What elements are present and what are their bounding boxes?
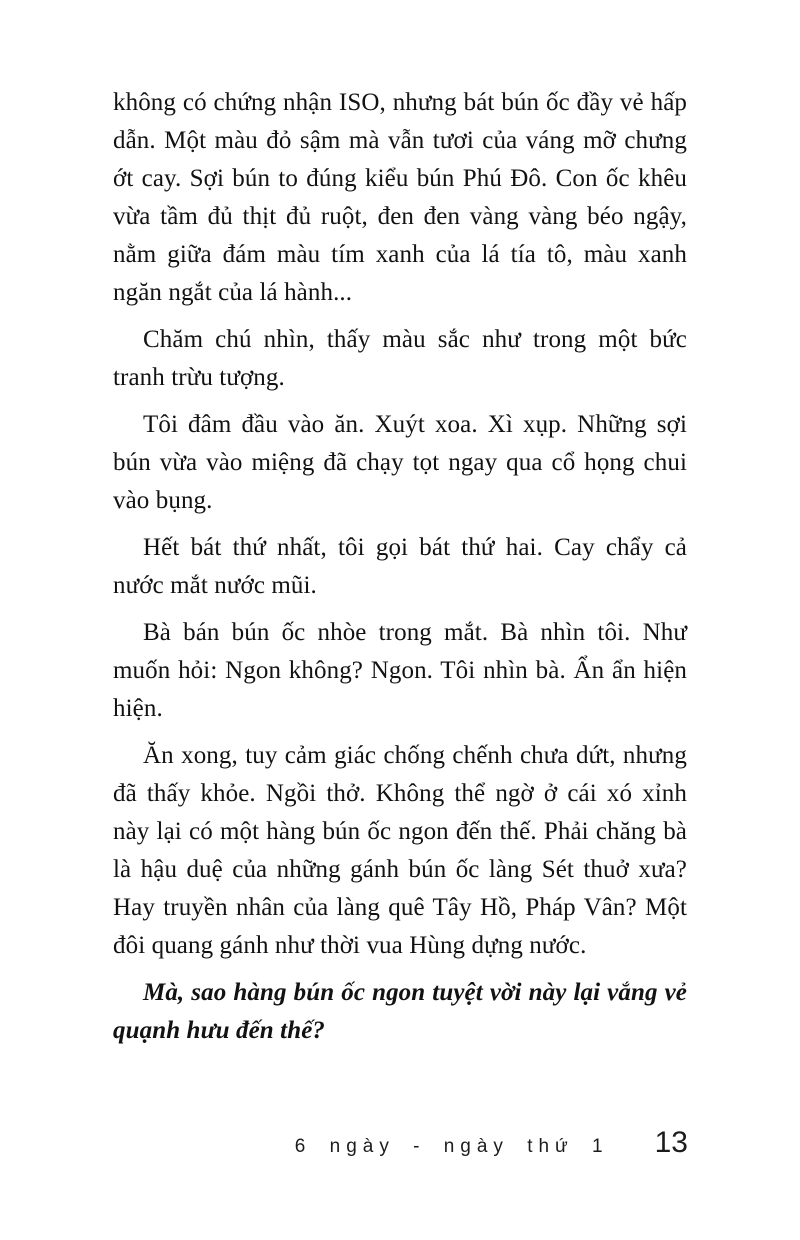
paragraph: Bà bán bún ốc nhòe trong mắt. Bà nhìn tôi. Như muốn hỏi: Ngon không? Ngon. Tôi nhìn bà. Ẩn ẩn hiện hiện. [113, 619, 687, 722]
page-number: 13 [654, 1126, 688, 1159]
paragraph: không có chứng nhận ISO, nhưng bát bún ốc đầy vẻ hấp dẫn. Một màu đỏ sậm mà vẫn tươi của váng mỡ chưng ớt cay. Sợi bún to đúng kiểu bún Phú Đô. Con ốc khêu vừa tầm đủ thịt đủ ruột, đen đen vàng vàng béo ngậy, nằm giữa đám màu tím xanh của lá tía tô, màu xanh ngăn ngắt của lá hành... [113, 89, 687, 306]
paragraph: Ăn xong, tuy cảm giác chống chếnh chưa dứt, nhưng đã thấy khỏe. Ngồi thở. Không thể ngờ ở cái xó xỉnh này lại có một hàng bún ốc ngon đến thế. Phải chăng bà là hậu duệ của những gánh bún ốc làng Sét thuở xưa? Hay truyền nhân của làng quê Tây Hồ, Pháp Vân? Một đôi quang gánh như thời vua Hùng dựng nước. [113, 742, 687, 959]
paragraph: Tôi đâm đầu vào ăn. Xuýt xoa. Xì xụp. Những sợi bún vừa vào miệng đã chạy tọt ngay qua cổ họng chui vào bụng. [113, 411, 687, 514]
body-text [113, 84, 687, 1059]
page-footer [113, 1128, 688, 1158]
running-header-chapter-label: 6 ngày - ngày thứ 1 [294, 1136, 609, 1157]
paragraph: Chăm chú nhìn, thấy màu sắc như trong một bức tranh trừu tượng. [113, 326, 687, 391]
paragraph-emphasis: Mà, sao hàng bún ốc ngon tuyệt vời này lại vắng vẻ quạnh hưu đến thế? [113, 979, 687, 1044]
paragraph: Hết bát thứ nhất, tôi gọi bát thứ hai. Cay chẩy cả nước mắt nước mũi. [113, 534, 687, 599]
